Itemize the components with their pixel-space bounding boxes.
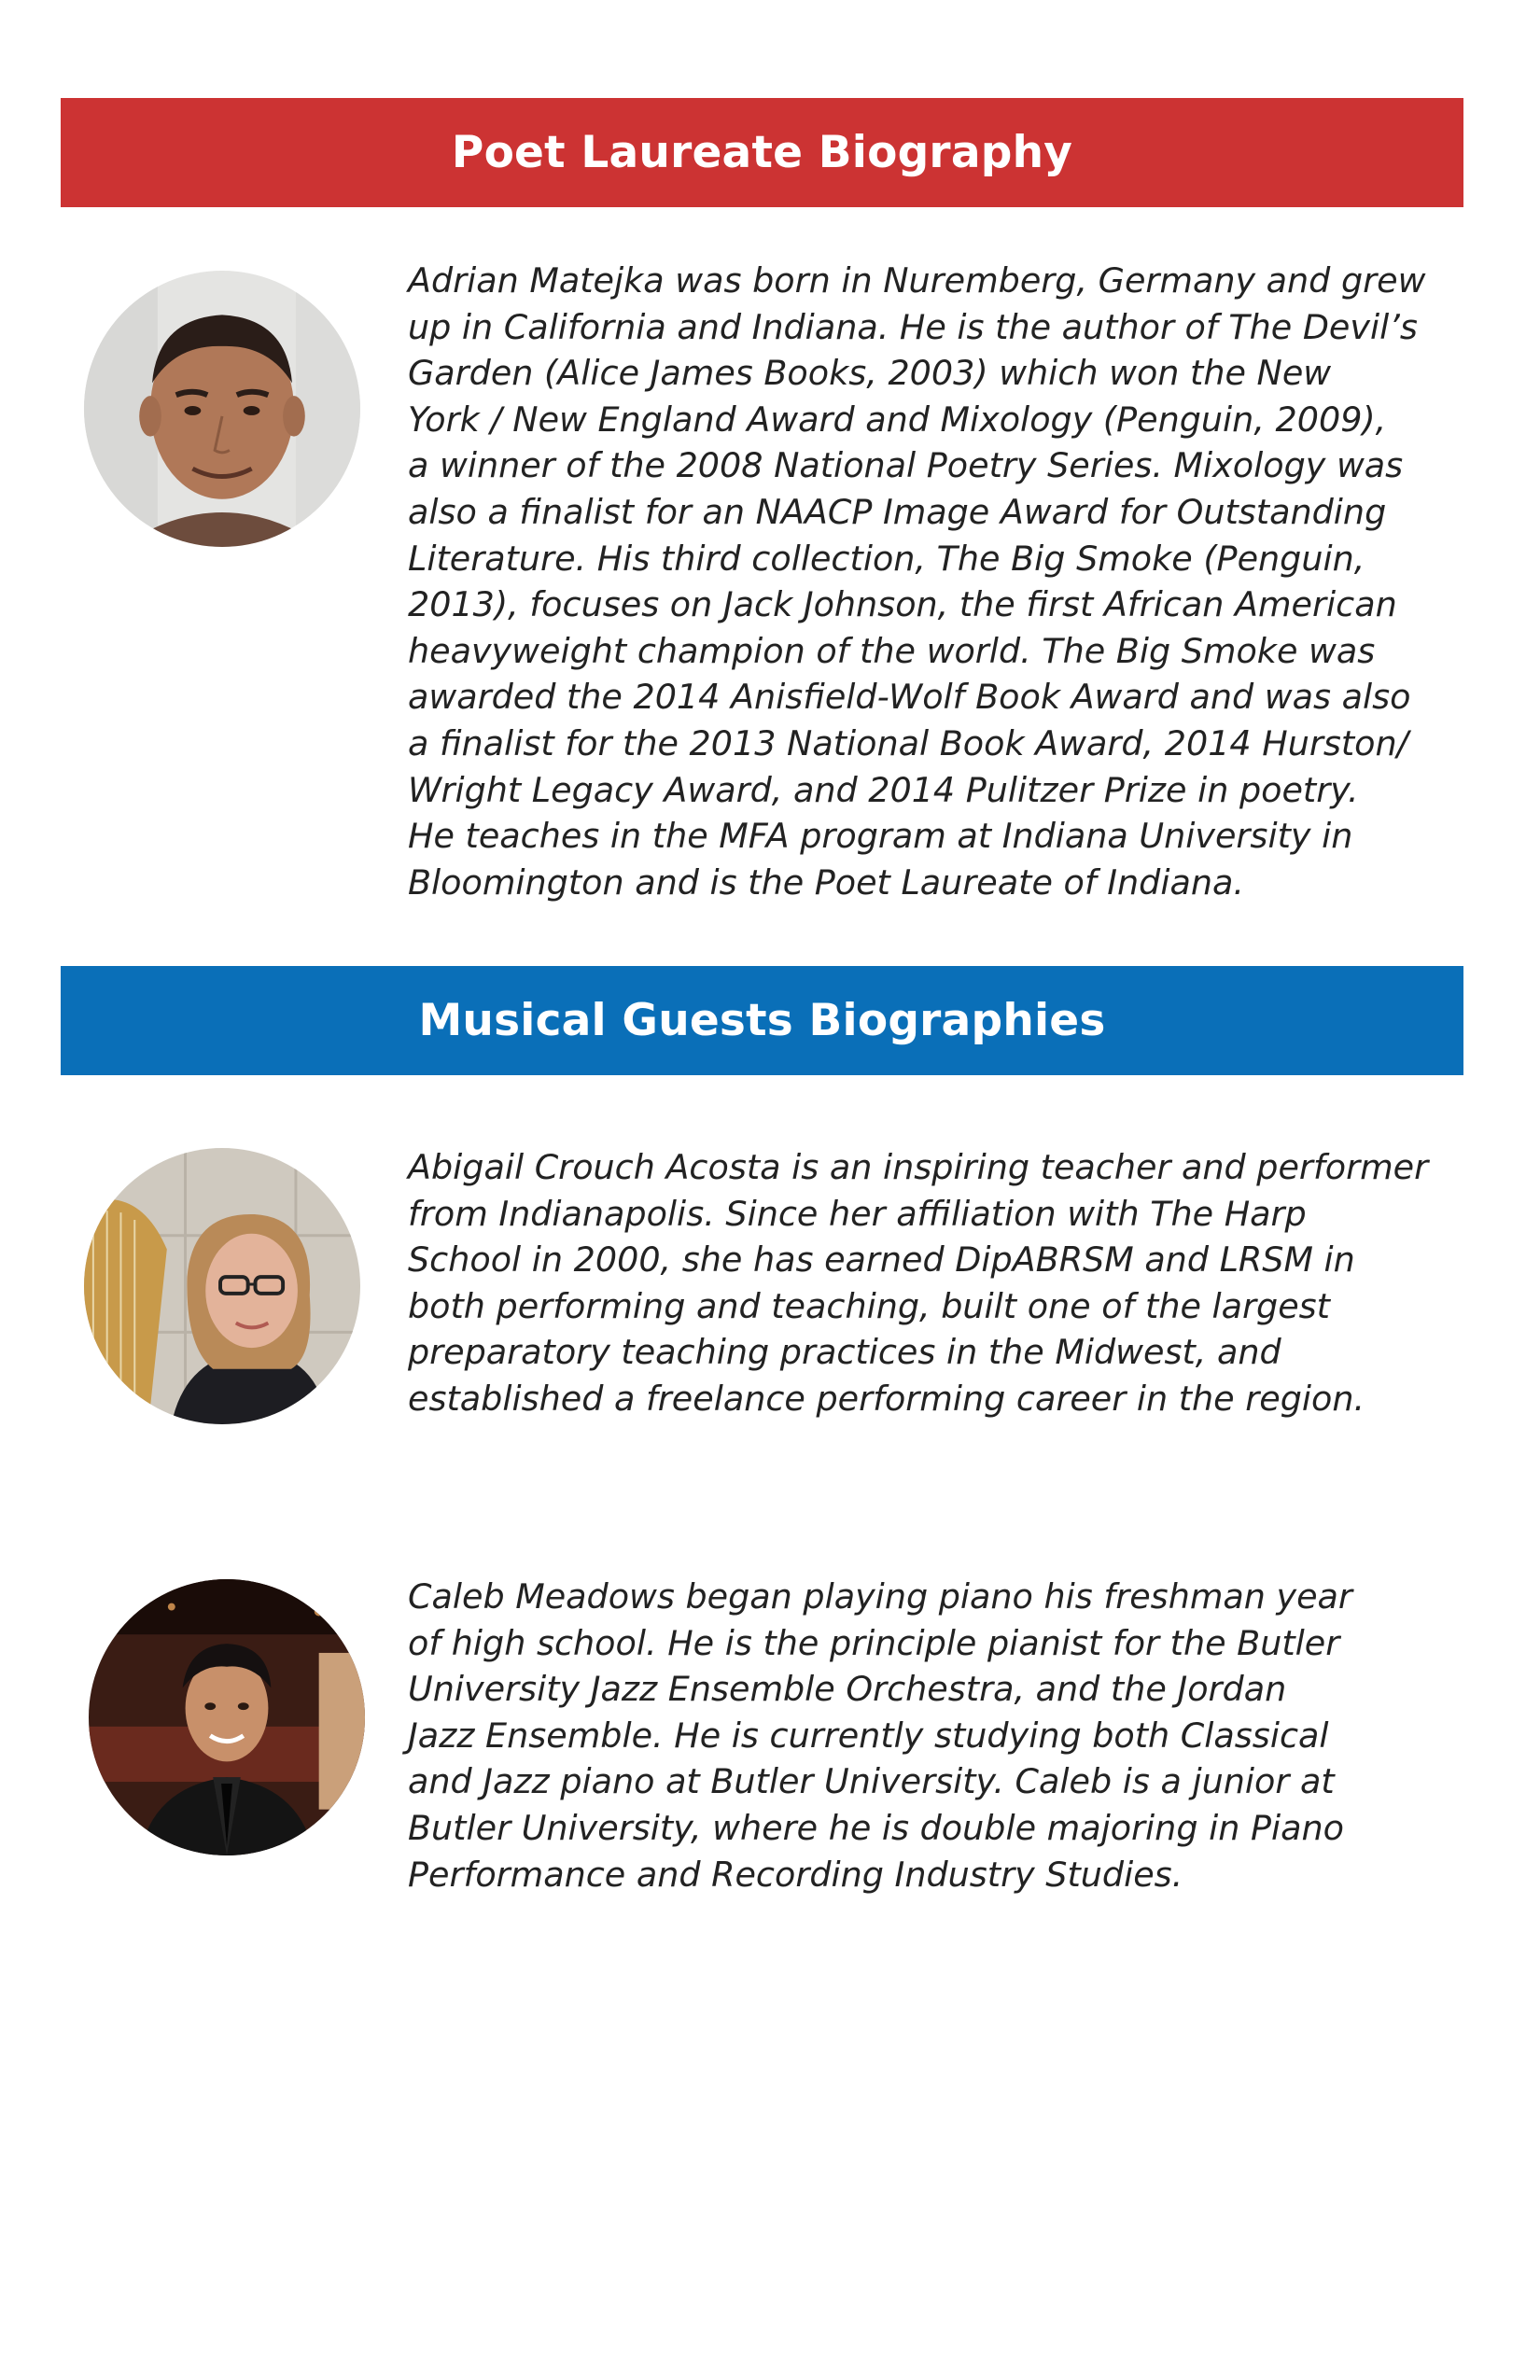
poet-laureate-banner [61,98,1463,207]
bio-line: and Jazz piano at Butler University. Caleb is a junior at [408,1761,1335,1802]
portrait-photo-icon [84,1148,360,1424]
bio-line: Performance and Recording Industry Studies. [408,1854,1183,1895]
bio-line: Bloomington and is the Poet Laureate of Indiana. [408,861,1244,903]
bio-line: of high school. He is the principle pianist for the Butler [408,1622,1340,1663]
bio-line: Garden (Alice James Books, 2003) which won the New [408,353,1332,394]
musical-guests-banner [61,966,1463,1075]
portrait-photo-icon [89,1579,365,1855]
bio-line: also a finalist for an NAACP Image Award for Outstanding [408,491,1387,532]
pianist-bio [408,1574,1472,1897]
bio-line: School in 2000, she has earned DipABRSM and LRSM in [408,1239,1355,1281]
bio-line: Jazz Ensemble. He is currently studying both Classical [408,1715,1329,1756]
bio-line: heavyweight champion of the world. The Big Smoke was [408,630,1376,671]
poet-portrait-image [84,271,360,547]
bio-line: a winner of the 2008 National Poetry Series. Mixology was [408,445,1404,486]
bio-line: He teaches in the MFA program at Indiana University in [408,816,1353,857]
bio-line: 2013), focuses on Jack Johnson, the first African American [408,584,1397,625]
bio-line: Adrian Matejka was born in Nuremberg, Germany and grew [408,260,1426,301]
portrait-photo-icon [84,271,360,547]
bio-line: University Jazz Ensemble Orchestra, and the Jordan [408,1669,1287,1710]
bio-line: a finalist for the 2013 National Book Award, 2014 Hurston/ [408,722,1408,763]
bio-line: from Indianapolis. Since her affiliation with The Harp [408,1193,1307,1234]
harpist-portrait-image [84,1148,360,1424]
bio-line: up in California and Indiana. He is the author of The Devil’s [408,306,1418,347]
section-heading: Musical Guests Biographies [418,995,1106,1046]
bio-line: established a freelance performing career in the region. [408,1378,1365,1419]
bio-line: York / New England Award and Mixology (Penguin, 2009), [408,399,1387,440]
section-heading: Poet Laureate Biography [451,127,1073,178]
bio-line: Wright Legacy Award, and 2014 Pulitzer Prize in poetry. [408,769,1359,810]
bio-line: awarded the 2014 Anisfield-Wolf Book Award and was also [408,677,1411,718]
bio-line: preparatory teaching practices in the Midwest, and [408,1332,1281,1373]
bio-line: Caleb Meadows began playing piano his freshman year [408,1576,1352,1617]
harpist-bio [408,1144,1472,1422]
poet-bio [408,258,1472,905]
bio-line: both performing and teaching, built one of the largest [408,1285,1330,1326]
bio-line: Literature. His third collection, The Big Smoke (Penguin, [408,538,1365,579]
bio-line: Abigail Crouch Acosta is an inspiring teacher and performer [408,1147,1429,1187]
pianist-portrait-image [89,1579,365,1855]
bio-line: Butler University, where he is double majoring in Piano [408,1807,1344,1848]
